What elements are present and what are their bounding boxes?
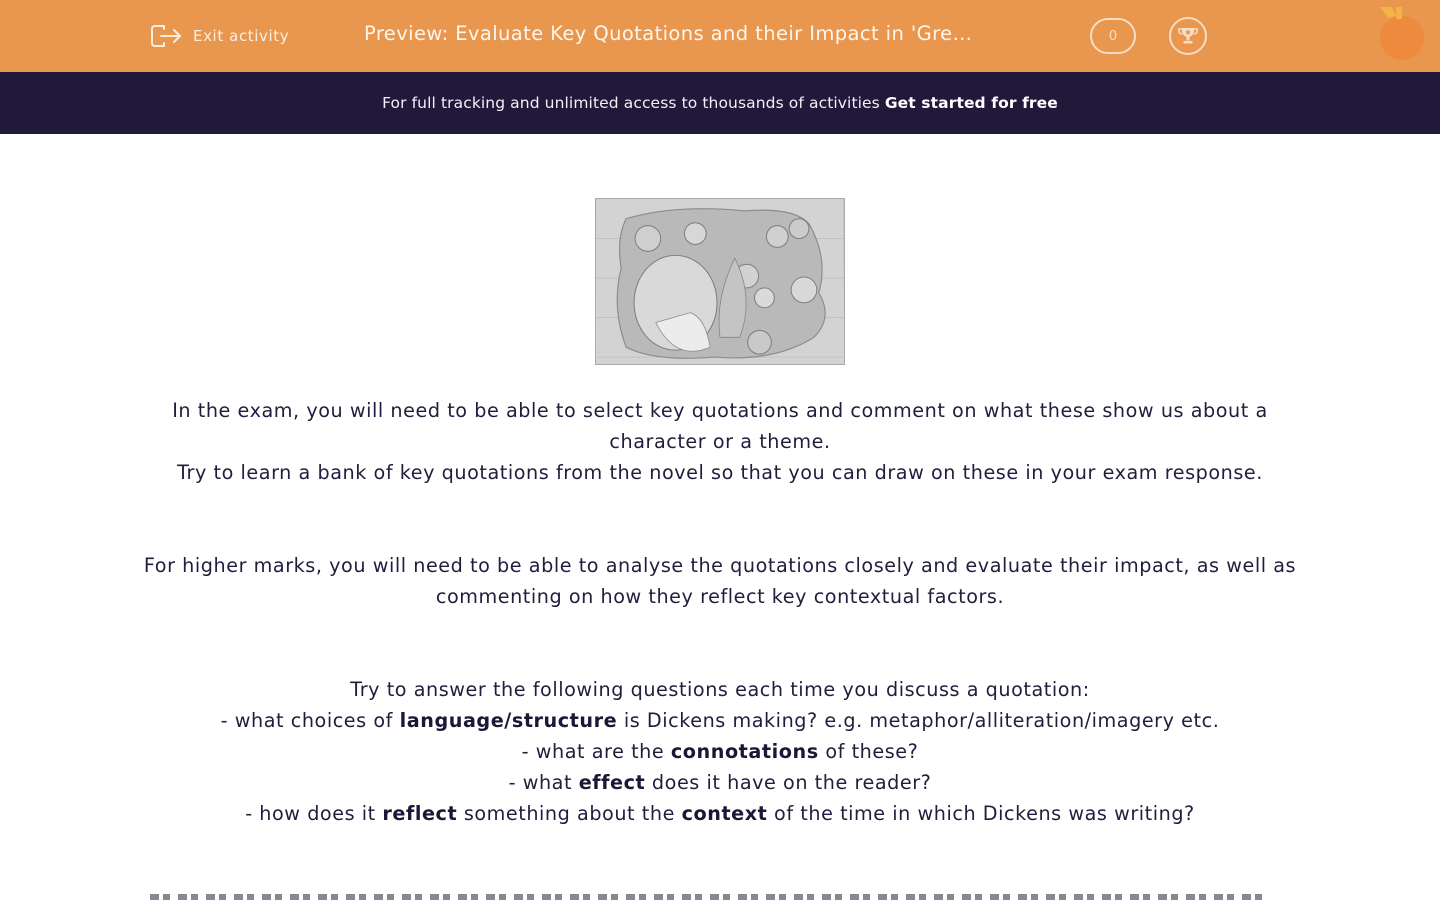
exit-activity-button[interactable] bbox=[150, 22, 289, 50]
intro-paragraph-line-2: Try to learn a bank of key quotations from the novel so that you can draw on these in your exam response. bbox=[177, 461, 1263, 484]
question-text: - what bbox=[508, 771, 579, 794]
question-keyword: context bbox=[681, 802, 768, 825]
question-text: something about the bbox=[457, 802, 682, 825]
intro-paragraph-line-1: In the exam, you will need to be able to select key quotations and comment on what these show us about a character or a theme. bbox=[172, 399, 1268, 453]
questions-intro: Try to answer the following questions each time you discuss a quotation: bbox=[350, 678, 1090, 701]
question-keyword: language/structure bbox=[399, 709, 618, 732]
trophy-button[interactable] bbox=[1169, 17, 1207, 55]
question-keyword: reflect bbox=[382, 802, 458, 825]
question-keyword: effect bbox=[578, 771, 646, 794]
dickens-relief-image bbox=[595, 198, 845, 365]
question-text: is Dickens making? e.g. metaphor/alliteration/imagery etc. bbox=[617, 709, 1220, 732]
instructions-content bbox=[140, 395, 1300, 829]
orange-logo-icon bbox=[1374, 4, 1430, 60]
higher-marks-paragraph: For higher marks, you will need to be able to analyse the quotations closely and evaluate their impact, as well as commenting on how they reflect key contextual factors. bbox=[143, 554, 1297, 608]
clipped-text-line bbox=[150, 892, 1270, 900]
question-keyword: connotations bbox=[670, 740, 819, 763]
score-badge bbox=[1090, 18, 1136, 54]
exit-activity-label: Exit activity bbox=[193, 27, 290, 45]
relief-illustration bbox=[596, 199, 844, 364]
question-item bbox=[140, 736, 1300, 767]
promo-text: For full tracking and unlimited access to thousands of activities bbox=[382, 94, 880, 112]
question-text: - what are the bbox=[521, 740, 671, 763]
question-item bbox=[140, 767, 1300, 798]
question-text: - what choices of bbox=[220, 709, 400, 732]
question-item bbox=[140, 705, 1300, 736]
question-text: of these? bbox=[818, 740, 919, 763]
score-value: 0 bbox=[1108, 28, 1118, 44]
promo-banner bbox=[0, 72, 1440, 134]
top-bar bbox=[0, 0, 1440, 72]
trophy-icon bbox=[1176, 24, 1200, 48]
exit-icon bbox=[150, 22, 183, 50]
question-text: - how does it bbox=[245, 802, 383, 825]
question-text: of the time in which Dickens was writing? bbox=[767, 802, 1195, 825]
question-text: does it have on the reader? bbox=[645, 771, 932, 794]
get-started-link[interactable]: Get started for free bbox=[884, 94, 1058, 112]
question-item bbox=[140, 798, 1300, 829]
activity-title: Preview: Evaluate Key Quotations and their Impact in 'Gre… bbox=[364, 22, 973, 45]
